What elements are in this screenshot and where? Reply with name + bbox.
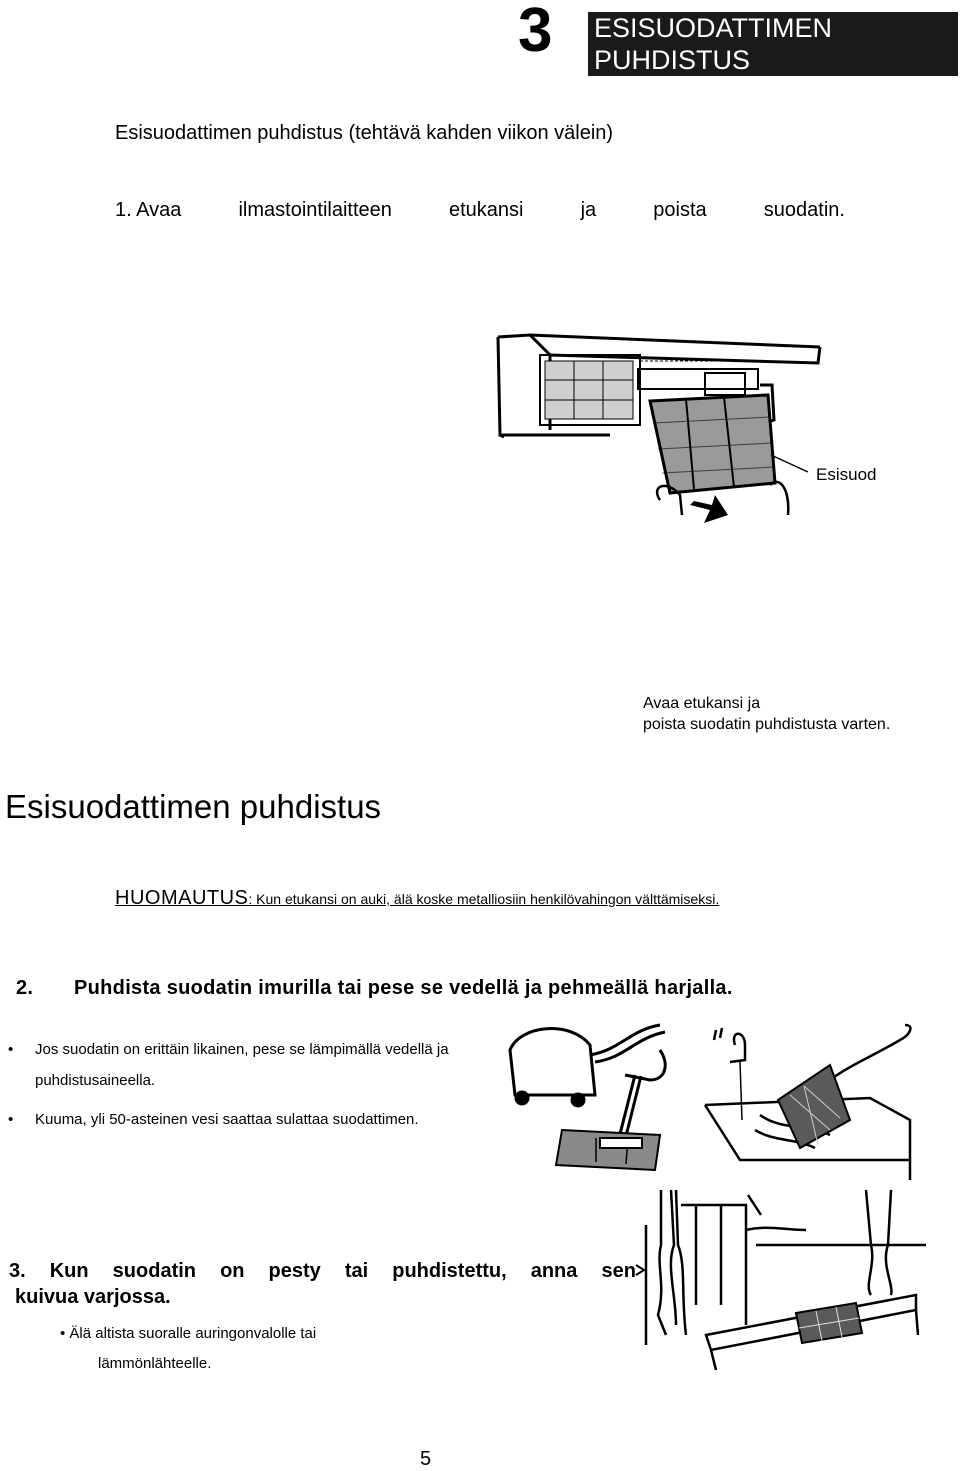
bullet-continuation: lämmönlähteelle. [98, 1355, 212, 1372]
step1-word: ja [580, 199, 597, 221]
step3-line2: kuivua varjossa. [15, 1286, 171, 1308]
intro-text: Esisuodattimen puhdistus (tehtävä kahden viikon välein) [115, 122, 614, 144]
step1-word: poista [653, 199, 707, 221]
page-number: 5 [420, 1448, 432, 1470]
bullet-item: • Älä altista suoralle auringonvalolle tai [60, 1325, 317, 1342]
bullet-item [8, 1111, 419, 1128]
caution-note [115, 887, 719, 910]
bullet-dot: • [8, 1041, 14, 1058]
air-conditioner-illustration [490, 325, 890, 535]
figure1-caption [643, 693, 890, 735]
bullet-text: Kuuma, yli 50-asteinen vesi saattaa sulattaa suodattimen. [35, 1111, 419, 1128]
step1-word: suodatin. [763, 199, 845, 221]
vacuum-cleaner-illustration [500, 1020, 685, 1175]
sink-washing-illustration [700, 1020, 915, 1180]
bullet-item [8, 1041, 449, 1058]
bullet-continuation: puhdistusaineella. [35, 1072, 156, 1089]
section-heading: Esisuodattimen puhdistus [5, 788, 382, 825]
step3-text [9, 1258, 636, 1310]
caption-line: poista suodatin puhdistusta varten. [643, 716, 891, 733]
bullet-dot: • [8, 1111, 14, 1128]
note-label: HUOMAUTUS [115, 887, 249, 909]
chapter-title: ESISUODATTIMEN PUHDISTUS [594, 13, 833, 75]
step3-line1: 3. Kun suodatin on pesty tai puhdistettu, anna sen [9, 1260, 636, 1282]
step2-text [16, 977, 733, 1000]
filter-callout-label: Esisuod [816, 465, 877, 484]
step1-word: ilmastointilaitteen [238, 199, 392, 221]
step1-word: 1. Avaa [115, 199, 182, 221]
step2-number: 2. [16, 977, 34, 999]
window-drying-illustration [636, 1185, 936, 1370]
caption-line: Avaa etukansi ja [643, 695, 761, 712]
note-text: : Kun etukansi on auki, älä koske metalliosiin henkilövahingon välttämiseksi. [248, 891, 720, 907]
step2-instruction: Puhdista suodatin imurilla tai pese se vedellä ja pehmeällä harjalla. [74, 977, 733, 999]
chapter-number: 3 [518, 0, 551, 65]
step1-text [115, 199, 845, 222]
bullet-text: Jos suodatin on erittäin likainen, pese se lämpimällä vedellä ja [35, 1041, 449, 1058]
step1-word: etukansi [449, 199, 524, 221]
